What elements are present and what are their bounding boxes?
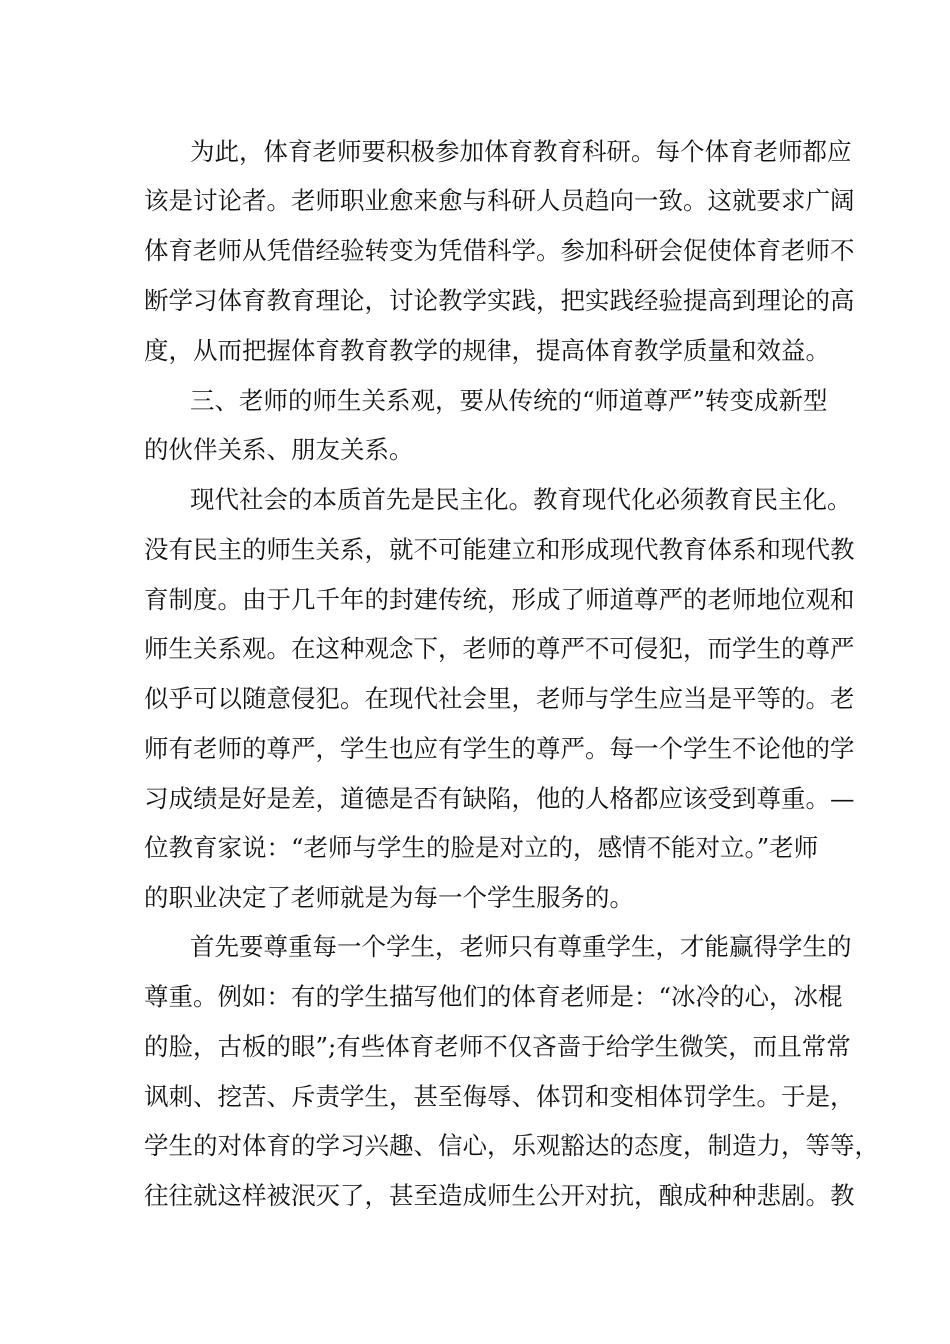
text-line: 讽刺、挖苦、斥责学生，甚至侮辱、体罚和变相体罚学生。于是， (144, 1082, 855, 1111)
text-line: 的职业决定了老师就是为每一个学生服务的。 (144, 883, 634, 912)
text-line: 的伙伴关系、朋友关系。 (144, 435, 414, 464)
text-line: 位教育家说：“老师与学生的脸是对立的，感情不能对立。”老师 (144, 833, 819, 862)
text-line: 学生的对体育的学习兴趣、信心，乐观豁达的态度，制造力，等等， (144, 1131, 879, 1160)
text-line: 现代社会的本质首先是民主化。教育现代化必须教育民主化。 (190, 485, 852, 514)
text-line: 三、老师的师生关系观，要从传统的“师道尊严”转变成新型 (190, 386, 828, 415)
text-line: 的脸，古板的眼”;有些体育老师不仅吝啬于给学生微笑，而且常常 (144, 1032, 851, 1061)
text-line: 首先要尊重每一个学生，老师只有尊重学生，才能赢得学生的 (190, 932, 852, 961)
text-line: 断学习体育教育理论，讨论教学实践，把实践经验提高到理论的高 (144, 286, 855, 315)
text-line: 没有民主的师生关系，就不可能建立和形成现代教育体系和现代教 (144, 535, 855, 564)
text-line: 师有老师的尊严，学生也应有学生的尊严。每一个学生不论他的学 (144, 734, 855, 763)
text-line: 习成绩是好是差，道德是否有缺陷，他的人格都应该受到尊重。— (144, 784, 855, 813)
text-line: 为此，体育老师要积极参加体育教育科研。每个体育老师都应 (190, 137, 852, 166)
text-line: 育制度。由于几千年的封建传统，形成了师道尊严的老师地位观和 (144, 585, 855, 614)
text-line: 度，从而把握体育教育教学的规律，提高体育教学质量和效益。 (144, 336, 830, 365)
text-line: 尊重。例如：有的学生描写他们的体育老师是：“冰冷的心，冰棍 (144, 982, 843, 1011)
text-line: 该是讨论者。老师职业愈来愈与科研人员趋向一致。这就要求广阔 (144, 186, 855, 215)
text-line: 师生关系观。在这种观念下，老师的尊严不可侵犯，而学生的尊严 (144, 634, 855, 663)
text-line: 似乎可以随意侵犯。在现代社会里，老师与学生应当是平等的。老 (144, 684, 855, 713)
text-line: 往往就这样被泯灭了，甚至造成师生公开对抗，酿成种种悲剧。教 (144, 1181, 855, 1210)
text-line: 体育老师从凭借经验转变为凭借科学。参加科研会促使体育老师不 (144, 236, 855, 265)
